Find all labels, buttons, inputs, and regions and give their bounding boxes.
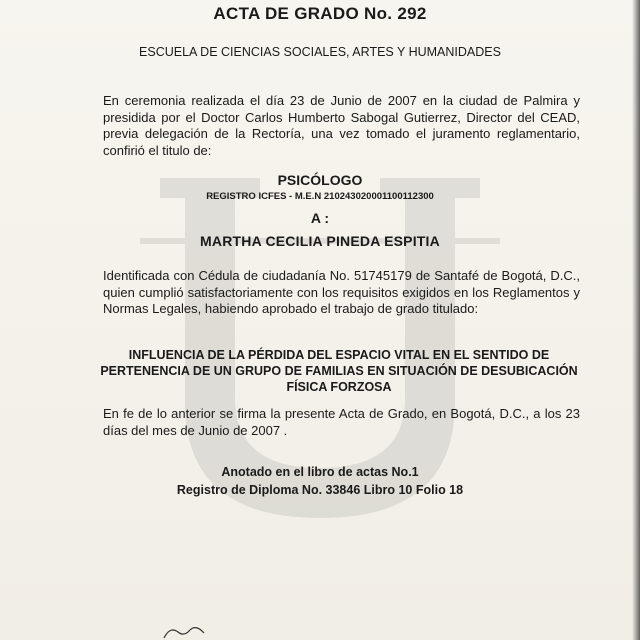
identification-paragraph: Identificada con Cédula de ciudadanía No. 51745179 de Santafé de Bogotá, D.C., quien cumplió satisfactoriamente con los requisitos exigidos en los Reglamentos y Normas Legales, habiendo aprobado el trabajo de grado titulado: (103, 268, 580, 316)
annotation-line: Anotado en el libro de actas No.1 (221, 465, 419, 479)
thesis-title: INFLUENCIA DE LA PÉRDIDA DEL ESPACIO VITAL EN EL SENTIDO DE PERTENENCIA DE UN GRUPO DE FAMILIAS EN SITUACIÓN DE DESUBICACIÓN FÍSICA FORZOSA (100, 348, 578, 394)
school-name: ESCUELA DE CIENCIAS SOCIALES, ARTES Y HUMANIDADES (139, 45, 501, 59)
icfes-registry: REGISTRO ICFES - M.E.N 210243020001100112300 (206, 191, 434, 202)
closing-paragraph: En fe de lo anterior se firma la presente Acta de Grado, en Bogotá, D.C., a los 23 días del mes de Junio de 2007 . (103, 406, 580, 438)
handwritten-signature-icon (160, 624, 240, 640)
document-title: ACTA DE GRADO No. 292 (213, 4, 427, 23)
diploma-registry: Registro de Diploma No. 33846 Libro 10 Folio 18 (176, 483, 464, 497)
degree-title: PSICÓLOGO (277, 172, 363, 188)
scan-edge-shadow (632, 0, 640, 640)
recipient-label: A : (310, 210, 330, 226)
ceremony-paragraph: En ceremonia realizada el día 23 de Junio de 2007 en la ciudad de Palmira y presidida por el Doctor Carlos Humberto Sabogal Gutierrez, Director del CEAD, previa delegación de la Rectoría, una vez tomado el juramento reglamentario, confirió el titulo de: (103, 93, 580, 158)
graduate-name: MARTHA CECILIA PINEDA ESPITIA (200, 233, 440, 249)
